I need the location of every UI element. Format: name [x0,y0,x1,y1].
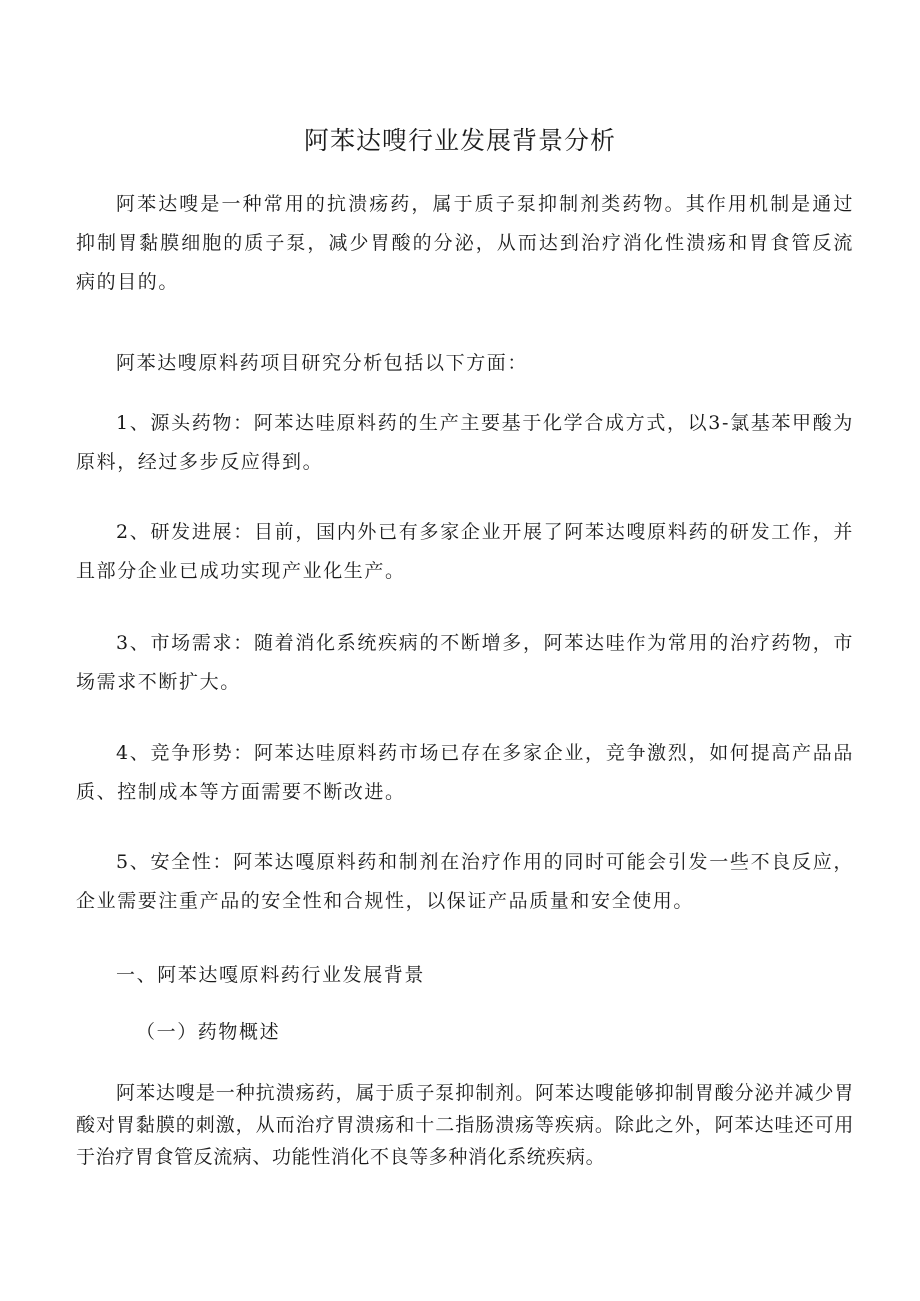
subsection-heading: （一）药物概述 [136,1021,281,1043]
point-source-drug: 1、源头药物：阿苯达哇原料药的生产主要基于化学合成方式，以3-氯基苯甲酸为原料，经过多步反应得到。 [76,412,854,473]
section-heading: 一、阿苯达嘎原料药行业发展背景 [116,964,426,986]
point-rd-progress: 2、研发进展：目前，国内外已有多家企业开展了阿苯达嗖原料药的研发工作，并且部分企业已成功实现产业化生产。 [76,521,854,582]
document-title: 阿苯达嗖行业发展背景分析 [303,126,616,155]
overview-paragraph: 阿苯达嗖是一种抗溃疡药，属于质子泵抑制剂。阿苯达嗖能够抑制胃酸分泌并减少胃酸对胃黏膜的刺激，从而治疗胃溃疡和十二指肠溃疡等疾病。除此之外，阿苯达哇还可用于治疗胃食管反流病、功能性消化不良等多种消化系统疾病。 [76,1082,854,1168]
intro-paragraph: 阿苯达嗖是一种常用的抗溃疡药，属于质子泵抑制剂类药物。其作用机制是通过抑制胃黏膜细胞的质子泵，减少胃酸的分泌，从而达到治疗消化性溃疡和胃食管反流病的目的。 [76,193,854,293]
point-competition: 4、竞争形势：阿苯达哇原料药市场已存在多家企业，竞争激烈，如何提高产品品质、控制成本等方面需要不断改进。 [76,742,854,803]
point-market-demand: 3、市场需求：随着消化系统疾病的不断增多，阿苯达哇作为常用的治疗药物，市场需求不断扩大。 [76,632,854,693]
point-safety: 5、安全性：阿苯达嘎原料药和制剂在治疗作用的同时可能会引发一些不良反应，企业需要注重产品的安全性和合规性，以保证产品质量和安全使用。 [76,851,854,912]
lead-paragraph: 阿苯达嗖原料药项目研究分析包括以下方面： [116,352,529,374]
